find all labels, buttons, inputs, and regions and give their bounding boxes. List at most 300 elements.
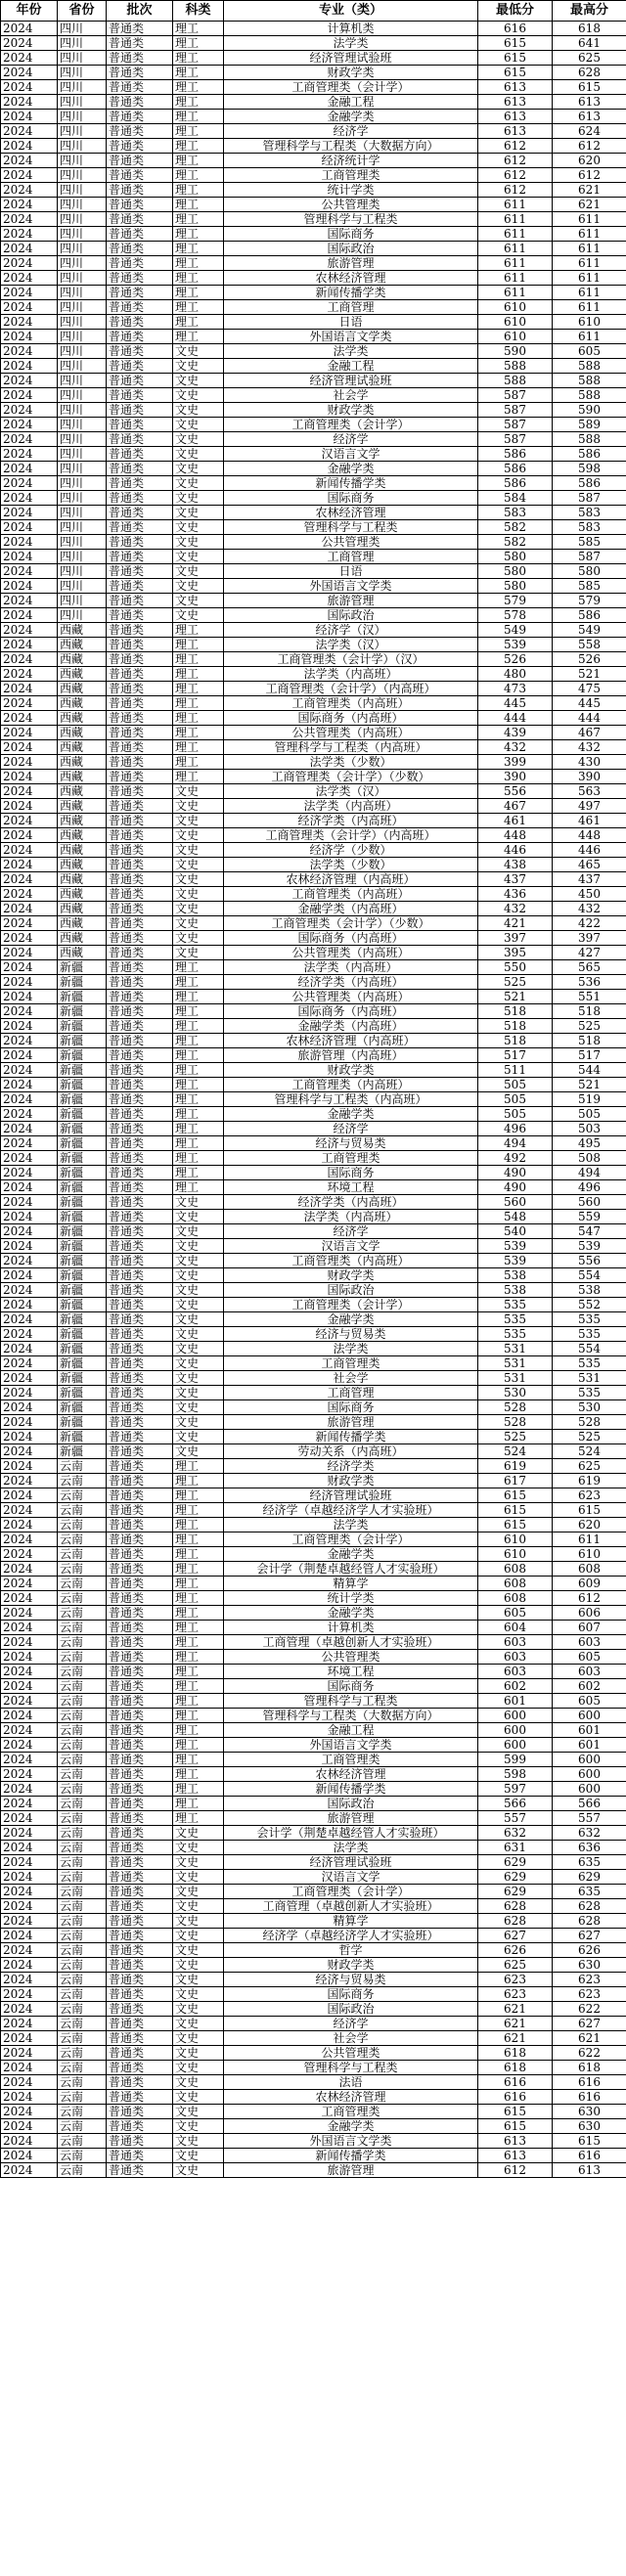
cell-province: 云南 xyxy=(58,1679,107,1694)
cell-province: 云南 xyxy=(58,1709,107,1723)
cell-subject: 理工 xyxy=(173,1709,224,1723)
table-row xyxy=(1,1254,626,1268)
cell-min-score: 496 xyxy=(478,1122,553,1136)
table-row xyxy=(1,1356,626,1371)
cell-major: 计算机类 xyxy=(224,1621,478,1635)
table-row xyxy=(1,858,626,872)
cell-max-score: 611 xyxy=(553,242,626,256)
cell-subject: 文史 xyxy=(173,476,224,491)
cell-min-score: 629 xyxy=(478,1885,553,1899)
cell-batch: 普通类 xyxy=(107,931,173,946)
cell-province: 新疆 xyxy=(58,1122,107,1136)
cell-province: 新疆 xyxy=(58,1312,107,1327)
cell-year: 2024 xyxy=(1,667,58,682)
cell-major: 国际商务 xyxy=(224,491,478,506)
cell-min-score: 439 xyxy=(478,726,553,740)
table-row xyxy=(1,198,626,212)
cell-major: 国际商务（内高班） xyxy=(224,931,478,946)
table-row xyxy=(1,902,626,916)
cell-batch: 普通类 xyxy=(107,1400,173,1415)
table-row xyxy=(1,1474,626,1488)
cell-max-score: 611 xyxy=(553,212,626,227)
cell-subject: 文史 xyxy=(173,1958,224,1973)
cell-min-score: 539 xyxy=(478,1254,553,1268)
cell-max-score: 630 xyxy=(553,2119,626,2134)
cell-batch: 普通类 xyxy=(107,667,173,682)
cell-province: 西藏 xyxy=(58,858,107,872)
cell-max-score: 608 xyxy=(553,1562,626,1577)
cell-min-score: 538 xyxy=(478,1283,553,1298)
cell-major: 新闻传播学类 xyxy=(224,286,478,300)
table-row xyxy=(1,1987,626,2002)
cell-year: 2024 xyxy=(1,1430,58,1444)
cell-max-score: 586 xyxy=(553,476,626,491)
cell-max-score: 554 xyxy=(553,1268,626,1283)
cell-year: 2024 xyxy=(1,726,58,740)
cell-subject: 理工 xyxy=(173,740,224,755)
table-row xyxy=(1,2046,626,2061)
cell-max-score: 588 xyxy=(553,388,626,403)
cell-subject: 文史 xyxy=(173,1195,224,1210)
cell-max-score: 465 xyxy=(553,858,626,872)
table-row xyxy=(1,960,626,975)
cell-subject: 文史 xyxy=(173,1855,224,1870)
cell-batch: 普通类 xyxy=(107,579,173,594)
cell-major: 国际商务 xyxy=(224,1166,478,1180)
table-row xyxy=(1,1606,626,1621)
cell-year: 2024 xyxy=(1,344,58,359)
cell-province: 新疆 xyxy=(58,1166,107,1180)
table-row xyxy=(1,462,626,476)
table-row xyxy=(1,1943,626,1958)
cell-max-score: 601 xyxy=(553,1738,626,1753)
cell-province: 四川 xyxy=(58,51,107,66)
cell-subject: 理工 xyxy=(173,1621,224,1635)
cell-min-score: 490 xyxy=(478,1180,553,1195)
cell-province: 四川 xyxy=(58,432,107,447)
cell-subject: 理工 xyxy=(173,770,224,784)
cell-min-score: 613 xyxy=(478,110,553,124)
table-row xyxy=(1,1298,626,1312)
cell-batch: 普通类 xyxy=(107,462,173,476)
cell-batch: 普通类 xyxy=(107,1679,173,1694)
cell-major: 国际政治 xyxy=(224,1283,478,1298)
cell-max-score: 554 xyxy=(553,1342,626,1356)
cell-major: 国际政治 xyxy=(224,1797,478,1811)
cell-subject: 文史 xyxy=(173,946,224,960)
cell-province: 西藏 xyxy=(58,711,107,726)
cell-max-score: 586 xyxy=(553,608,626,623)
cell-province: 云南 xyxy=(58,1606,107,1621)
cell-major: 财政学类 xyxy=(224,1063,478,1078)
cell-major: 公共管理类（内高班） xyxy=(224,990,478,1004)
cell-batch: 普通类 xyxy=(107,1122,173,1136)
cell-year: 2024 xyxy=(1,2046,58,2061)
cell-min-score: 618 xyxy=(478,2046,553,2061)
cell-year: 2024 xyxy=(1,652,58,667)
cell-subject: 理工 xyxy=(173,1004,224,1019)
table-row xyxy=(1,1797,626,1811)
cell-batch: 普通类 xyxy=(107,330,173,344)
cell-batch: 普通类 xyxy=(107,1268,173,1283)
cell-batch: 普通类 xyxy=(107,1019,173,1034)
table-row xyxy=(1,154,626,168)
cell-year: 2024 xyxy=(1,1738,58,1753)
cell-max-score: 497 xyxy=(553,799,626,814)
cell-province: 新疆 xyxy=(58,1004,107,1019)
cell-province: 四川 xyxy=(58,110,107,124)
cell-max-score: 556 xyxy=(553,1254,626,1268)
cell-major: 旅游管理（内高班） xyxy=(224,1048,478,1063)
cell-batch: 普通类 xyxy=(107,1034,173,1048)
table-row xyxy=(1,1753,626,1767)
cell-year: 2024 xyxy=(1,623,58,638)
cell-subject: 理工 xyxy=(173,330,224,344)
cell-year: 2024 xyxy=(1,550,58,564)
cell-min-score: 623 xyxy=(478,1973,553,1987)
cell-year: 2024 xyxy=(1,168,58,183)
cell-province: 云南 xyxy=(58,1518,107,1532)
table-row xyxy=(1,1151,626,1166)
cell-batch: 普通类 xyxy=(107,652,173,667)
table-row xyxy=(1,183,626,198)
cell-max-score: 622 xyxy=(553,2002,626,2017)
cell-subject: 理工 xyxy=(173,198,224,212)
cell-min-score: 608 xyxy=(478,1591,553,1606)
cell-min-score: 538 xyxy=(478,1268,553,1283)
cell-province: 新疆 xyxy=(58,1400,107,1415)
cell-subject: 理工 xyxy=(173,1092,224,1107)
cell-subject: 文史 xyxy=(173,1283,224,1298)
cell-batch: 普通类 xyxy=(107,1943,173,1958)
cell-province: 云南 xyxy=(58,1914,107,1929)
table-row xyxy=(1,887,626,902)
table-row xyxy=(1,1268,626,1283)
cell-year: 2024 xyxy=(1,535,58,550)
table-row xyxy=(1,388,626,403)
cell-max-score: 536 xyxy=(553,975,626,990)
cell-year: 2024 xyxy=(1,447,58,462)
cell-batch: 普通类 xyxy=(107,154,173,168)
table-row xyxy=(1,1767,626,1782)
cell-province: 西藏 xyxy=(58,872,107,887)
cell-major: 管理科学与工程类 xyxy=(224,212,478,227)
cell-max-score: 612 xyxy=(553,1591,626,1606)
cell-min-score: 582 xyxy=(478,535,553,550)
cell-subject: 文史 xyxy=(173,2075,224,2090)
cell-major: 法学类（汉） xyxy=(224,638,478,652)
cell-max-score: 627 xyxy=(553,1929,626,1943)
cell-subject: 文史 xyxy=(173,858,224,872)
table-row xyxy=(1,344,626,359)
cell-batch: 普通类 xyxy=(107,1092,173,1107)
cell-max-score: 632 xyxy=(553,1826,626,1841)
table-row xyxy=(1,814,626,828)
cell-major: 国际政治 xyxy=(224,2002,478,2017)
cell-min-score: 610 xyxy=(478,330,553,344)
cell-province: 云南 xyxy=(58,1488,107,1503)
cell-province: 四川 xyxy=(58,388,107,403)
cell-max-score: 611 xyxy=(553,227,626,242)
cell-major: 法学类 xyxy=(224,36,478,51)
cell-batch: 普通类 xyxy=(107,1811,173,1826)
cell-major: 经济与贸易类 xyxy=(224,1327,478,1342)
header-major: 专业（类） xyxy=(224,1,478,22)
cell-min-score: 621 xyxy=(478,2017,553,2031)
cell-year: 2024 xyxy=(1,711,58,726)
cell-province: 新疆 xyxy=(58,1224,107,1239)
cell-batch: 普通类 xyxy=(107,1386,173,1400)
cell-province: 云南 xyxy=(58,1753,107,1767)
table-row xyxy=(1,652,626,667)
cell-min-score: 548 xyxy=(478,1210,553,1224)
cell-year: 2024 xyxy=(1,1870,58,1885)
cell-year: 2024 xyxy=(1,2105,58,2119)
cell-min-score: 444 xyxy=(478,711,553,726)
cell-year: 2024 xyxy=(1,22,58,36)
cell-batch: 普通类 xyxy=(107,682,173,696)
cell-major: 工商管理类（内高班） xyxy=(224,887,478,902)
cell-subject: 文史 xyxy=(173,1973,224,1987)
cell-province: 新疆 xyxy=(58,1444,107,1459)
cell-min-score: 586 xyxy=(478,462,553,476)
cell-province: 云南 xyxy=(58,2061,107,2075)
cell-max-score: 628 xyxy=(553,1899,626,1914)
cell-batch: 普通类 xyxy=(107,344,173,359)
cell-subject: 理工 xyxy=(173,1694,224,1709)
cell-min-score: 535 xyxy=(478,1312,553,1327)
table-row xyxy=(1,1518,626,1532)
cell-batch: 普通类 xyxy=(107,403,173,418)
cell-province: 四川 xyxy=(58,80,107,95)
cell-subject: 理工 xyxy=(173,315,224,330)
cell-batch: 普通类 xyxy=(107,828,173,843)
table-row xyxy=(1,1048,626,1063)
table-row xyxy=(1,1210,626,1224)
cell-year: 2024 xyxy=(1,2002,58,2017)
cell-major: 工商管理类（会计学） xyxy=(224,80,478,95)
cell-batch: 普通类 xyxy=(107,315,173,330)
cell-batch: 普通类 xyxy=(107,80,173,95)
cell-province: 新疆 xyxy=(58,1136,107,1151)
cell-province: 四川 xyxy=(58,374,107,388)
cell-major: 金融工程 xyxy=(224,1723,478,1738)
cell-year: 2024 xyxy=(1,2134,58,2149)
cell-max-score: 616 xyxy=(553,2090,626,2105)
table-body xyxy=(1,22,626,2178)
cell-year: 2024 xyxy=(1,1004,58,1019)
cell-max-score: 621 xyxy=(553,198,626,212)
cell-major: 金融学类（内高班） xyxy=(224,1019,478,1034)
cell-min-score: 615 xyxy=(478,1503,553,1518)
cell-major: 国际政治 xyxy=(224,608,478,623)
cell-province: 云南 xyxy=(58,1767,107,1782)
table-row xyxy=(1,1841,626,1855)
table-row xyxy=(1,1855,626,1870)
cell-year: 2024 xyxy=(1,1224,58,1239)
cell-max-score: 585 xyxy=(553,579,626,594)
table-row xyxy=(1,1400,626,1415)
cell-max-score: 552 xyxy=(553,1298,626,1312)
cell-major: 法学类（内高班） xyxy=(224,667,478,682)
cell-year: 2024 xyxy=(1,1797,58,1811)
cell-subject: 文史 xyxy=(173,784,224,799)
cell-year: 2024 xyxy=(1,1723,58,1738)
cell-province: 四川 xyxy=(58,66,107,80)
cell-subject: 文史 xyxy=(173,462,224,476)
table-row xyxy=(1,374,626,388)
cell-batch: 普通类 xyxy=(107,1239,173,1254)
cell-major: 财政学类 xyxy=(224,1474,478,1488)
cell-major: 法学类（内高班） xyxy=(224,960,478,975)
cell-subject: 理工 xyxy=(173,711,224,726)
table-row xyxy=(1,1870,626,1885)
cell-min-score: 505 xyxy=(478,1092,553,1107)
cell-subject: 理工 xyxy=(173,154,224,168)
cell-province: 新疆 xyxy=(58,1092,107,1107)
cell-min-score: 528 xyxy=(478,1400,553,1415)
cell-major: 经济统计学 xyxy=(224,154,478,168)
cell-batch: 普通类 xyxy=(107,1063,173,1078)
cell-province: 云南 xyxy=(58,1650,107,1665)
cell-year: 2024 xyxy=(1,2149,58,2163)
cell-max-score: 580 xyxy=(553,564,626,579)
cell-major: 国际商务（内高班） xyxy=(224,711,478,726)
cell-subject: 文史 xyxy=(173,447,224,462)
table-row xyxy=(1,1386,626,1400)
cell-province: 云南 xyxy=(58,1826,107,1841)
cell-batch: 普通类 xyxy=(107,110,173,124)
cell-year: 2024 xyxy=(1,594,58,608)
cell-batch: 普通类 xyxy=(107,1914,173,1929)
cell-province: 新疆 xyxy=(58,960,107,975)
cell-subject: 理工 xyxy=(173,95,224,110)
cell-min-score: 629 xyxy=(478,1870,553,1885)
cell-subject: 理工 xyxy=(173,183,224,198)
cell-major: 汉语言文学 xyxy=(224,447,478,462)
table-row xyxy=(1,300,626,315)
cell-subject: 理工 xyxy=(173,990,224,1004)
cell-province: 云南 xyxy=(58,2017,107,2031)
cell-min-score: 530 xyxy=(478,1386,553,1400)
cell-min-score: 615 xyxy=(478,2119,553,2134)
cell-min-score: 505 xyxy=(478,1078,553,1092)
cell-batch: 普通类 xyxy=(107,1342,173,1356)
cell-province: 新疆 xyxy=(58,1048,107,1063)
cell-year: 2024 xyxy=(1,1518,58,1532)
cell-major: 汉语言文学 xyxy=(224,1870,478,1885)
cell-max-score: 612 xyxy=(553,139,626,154)
table-row xyxy=(1,36,626,51)
cell-province: 西藏 xyxy=(58,667,107,682)
cell-max-score: 495 xyxy=(553,1136,626,1151)
cell-year: 2024 xyxy=(1,183,58,198)
cell-min-score: 494 xyxy=(478,1136,553,1151)
cell-year: 2024 xyxy=(1,799,58,814)
cell-province: 新疆 xyxy=(58,1195,107,1210)
cell-batch: 普通类 xyxy=(107,1929,173,1943)
cell-year: 2024 xyxy=(1,1092,58,1107)
cell-year: 2024 xyxy=(1,1958,58,1973)
cell-province: 西藏 xyxy=(58,682,107,696)
cell-max-score: 566 xyxy=(553,1797,626,1811)
table-row xyxy=(1,1958,626,1973)
cell-province: 四川 xyxy=(58,564,107,579)
cell-subject: 文史 xyxy=(173,2090,224,2105)
table-row xyxy=(1,1503,626,1518)
cell-subject: 文史 xyxy=(173,916,224,931)
cell-province: 云南 xyxy=(58,1929,107,1943)
cell-batch: 普通类 xyxy=(107,1650,173,1665)
cell-max-score: 475 xyxy=(553,682,626,696)
table-header-row xyxy=(1,1,626,22)
cell-province: 云南 xyxy=(58,1694,107,1709)
cell-subject: 文史 xyxy=(173,1885,224,1899)
cell-province: 四川 xyxy=(58,418,107,432)
cell-max-score: 622 xyxy=(553,2046,626,2061)
cell-major: 精算学 xyxy=(224,1914,478,1929)
cell-subject: 理工 xyxy=(173,696,224,711)
cell-major: 统计学类 xyxy=(224,1591,478,1606)
cell-major: 工商管理类（会计学） xyxy=(224,1885,478,1899)
cell-max-score: 621 xyxy=(553,2031,626,2046)
cell-province: 新疆 xyxy=(58,990,107,1004)
table-row xyxy=(1,594,626,608)
cell-province: 四川 xyxy=(58,212,107,227)
cell-subject: 文史 xyxy=(173,418,224,432)
cell-year: 2024 xyxy=(1,315,58,330)
table-row xyxy=(1,2031,626,2046)
cell-year: 2024 xyxy=(1,198,58,212)
cell-province: 西藏 xyxy=(58,696,107,711)
cell-min-score: 432 xyxy=(478,902,553,916)
cell-subject: 理工 xyxy=(173,1136,224,1151)
cell-max-score: 620 xyxy=(553,154,626,168)
cell-batch: 普通类 xyxy=(107,1356,173,1371)
cell-batch: 普通类 xyxy=(107,799,173,814)
cell-major: 劳动关系（内高班） xyxy=(224,1444,478,1459)
cell-batch: 普通类 xyxy=(107,256,173,271)
cell-min-score: 600 xyxy=(478,1709,553,1723)
cell-subject: 文史 xyxy=(173,2149,224,2163)
cell-min-score: 587 xyxy=(478,418,553,432)
table-row xyxy=(1,51,626,66)
cell-subject: 文史 xyxy=(173,535,224,550)
cell-province: 西藏 xyxy=(58,946,107,960)
cell-province: 四川 xyxy=(58,256,107,271)
cell-province: 四川 xyxy=(58,330,107,344)
table-row xyxy=(1,1577,626,1591)
cell-min-score: 399 xyxy=(478,755,553,770)
cell-year: 2024 xyxy=(1,95,58,110)
cell-subject: 理工 xyxy=(173,975,224,990)
cell-max-score: 544 xyxy=(553,1063,626,1078)
cell-batch: 普通类 xyxy=(107,2105,173,2119)
cell-max-score: 611 xyxy=(553,286,626,300)
cell-major: 社会学 xyxy=(224,2031,478,2046)
cell-min-score: 610 xyxy=(478,315,553,330)
cell-batch: 普通类 xyxy=(107,1899,173,1914)
cell-year: 2024 xyxy=(1,1283,58,1298)
cell-min-score: 600 xyxy=(478,1723,553,1738)
cell-batch: 普通类 xyxy=(107,139,173,154)
cell-min-score: 587 xyxy=(478,432,553,447)
table-row xyxy=(1,931,626,946)
cell-batch: 普通类 xyxy=(107,858,173,872)
cell-subject: 理工 xyxy=(173,1767,224,1782)
cell-province: 云南 xyxy=(58,2105,107,2119)
cell-subject: 文史 xyxy=(173,388,224,403)
